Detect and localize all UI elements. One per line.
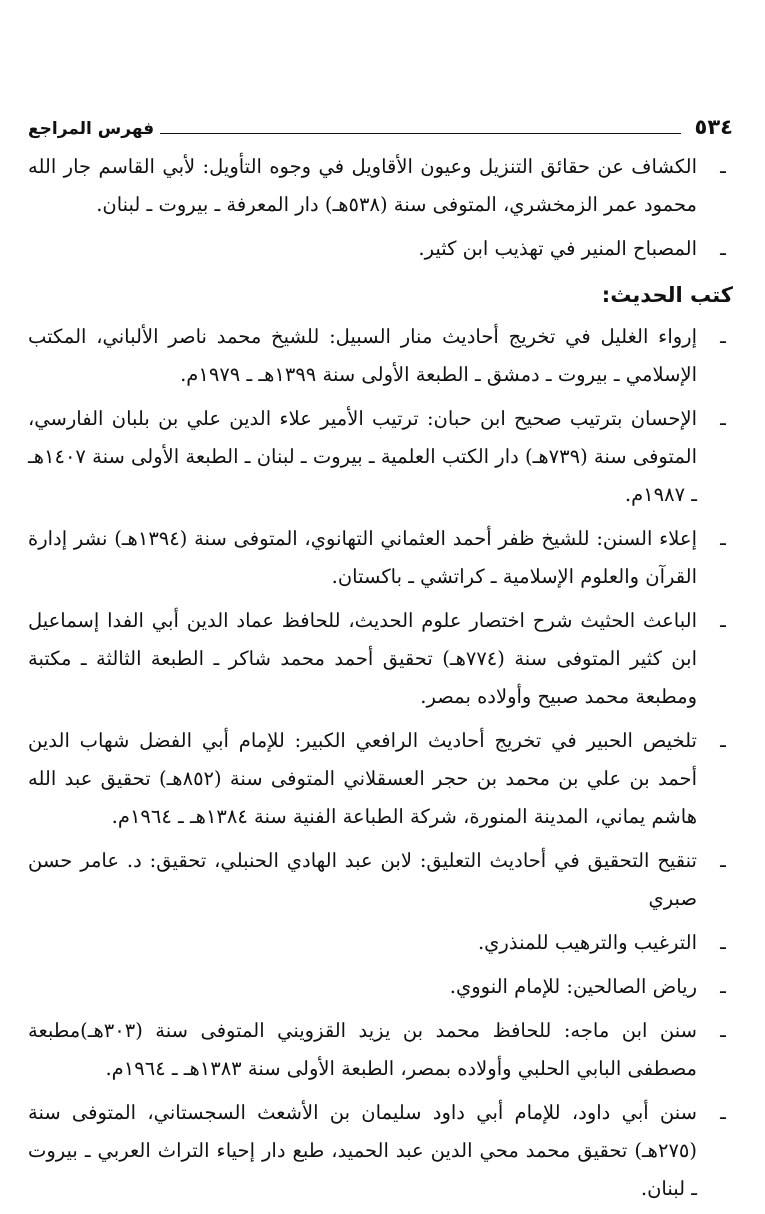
header-title: فهرس المراجع <box>28 119 155 139</box>
entry-marker: ـ <box>720 849 726 872</box>
entry-marker: ـ <box>720 325 726 348</box>
entry-marker: ـ <box>720 609 726 632</box>
entry-marker: ـ <box>720 155 726 178</box>
entry-marker: ـ <box>720 1101 726 1124</box>
entry-marker: ـ <box>720 975 726 998</box>
reference-entry <box>28 1094 733 1208</box>
entry-marker: ـ <box>720 931 726 954</box>
entry-marker: ـ <box>720 729 726 752</box>
section-heading: كتب الحديث: <box>601 283 733 307</box>
entry-text: المصباح المنير في تهذيب ابن كثير. <box>418 237 697 260</box>
entry-text: تلخيص الحبير في تخريج أحاديث الرافعي الكبير: للإمام أبي الفضل شهاب الدين أحمد بن علي بن محمد بن حجر العسقلاني المتوفى سنة (٨٥٢هـ) تحقيق عبد الله هاشم يماني، المدينة المنورة، شركة الطباعة الفنية سنة ١٣٨٤هـ ـ ١٩٦٤م. <box>28 729 698 828</box>
reference-entry <box>28 318 733 394</box>
entry-text: سنن أبي داود، للإمام أبي داود سليمان بن الأشعث السجستاني، المتوفى سنة (٢٧٥هـ) تحقيق محمد محي الدين عبد الحميد، طبع دار إحياء التراث العربي ـ بيروت ـ لبنان. <box>28 1101 697 1200</box>
entry-text: الكشاف عن حقائق التنزيل وعيون الأقاويل في وجوه التأويل: لأبي القاسم جار الله محمود عمر الزمخشري، المتوفى سنة (٥٣٨هـ) دار المعرفة ـ بيروت ـ لبنان. <box>28 155 697 216</box>
reference-entry <box>28 924 733 962</box>
reference-entry <box>28 722 733 836</box>
reference-entry <box>28 520 733 596</box>
reference-entry <box>28 400 733 514</box>
entry-text: تنقيح التحقيق في أحاديث التعليق: لابن عبد الهادي الحنبلي، تحقيق: د. عامر حسن صبري <box>28 849 697 910</box>
entry-marker: ـ <box>720 1019 726 1042</box>
entry-text: الباعث الحثيث شرح اختصار علوم الحديث، للحافظ عماد الدين أبي الفدا إسماعيل ابن كثير المتوفى سنة (٧٧٤هـ) تحقيق أحمد محمد شاكر ـ الطبعة الثالثة ـ مكتبة ومطبعة محمد صبيح وأولاده بمصر. <box>28 609 697 708</box>
entry-text: الترغيب والترهيب للمنذري. <box>477 931 697 954</box>
reference-entry <box>28 602 733 716</box>
reference-entry <box>28 148 733 224</box>
page-number: ٥٣٤ <box>694 115 733 139</box>
entry-text: إعلاء السنن: للشيخ ظفر أحمد العثماني التهانوي، المتوفى سنة (١٣٩٤هـ) نشر إدارة القرآن والعلوم الإسلامية ـ كراتشي ـ باكستان. <box>28 527 697 588</box>
running-header <box>28 108 733 138</box>
entry-text: إرواء الغليل في تخريج أحاديث منار السبيل: للشيخ محمد ناصر الألباني، المكتب الإسلامي ـ بيروت ـ دمشق ـ الطبعة الأولى سنة ١٣٩٩هـ ـ ١٩٧٩م. <box>28 325 697 386</box>
entry-text: سنن ابن ماجه: للحافظ محمد بن يزيد القزويني المتوفى سنة (٣٠٣هـ)مطبعة مصطفى البابي الحلبي وأولاده بمصر، الطبعة الأولى سنة ١٣٨٣هـ ـ ١٩٦٤م. <box>28 1019 697 1080</box>
entry-text: الإحسان بترتيب صحيح ابن حبان: ترتيب الأمير علاء الدين علي بن بلبان الفارسي، المتوفى سنة (٧٣٩هـ) دار الكتب العلمية ـ بيروت ـ لبنان ـ الطبعة الأولى سنة ١٤٠٧هـ ـ ١٩٨٧م. <box>28 407 697 506</box>
reference-entry <box>28 1012 733 1088</box>
reference-entry <box>28 230 733 268</box>
header-rule <box>160 132 680 134</box>
entry-marker: ـ <box>720 407 726 430</box>
reference-entry <box>28 968 733 1006</box>
entry-text: رياض الصالحين: للإمام النووي. <box>449 975 697 998</box>
entry-marker: ـ <box>720 237 726 260</box>
page-content <box>28 148 733 1214</box>
reference-entry <box>28 842 733 918</box>
entry-marker: ـ <box>720 527 726 550</box>
